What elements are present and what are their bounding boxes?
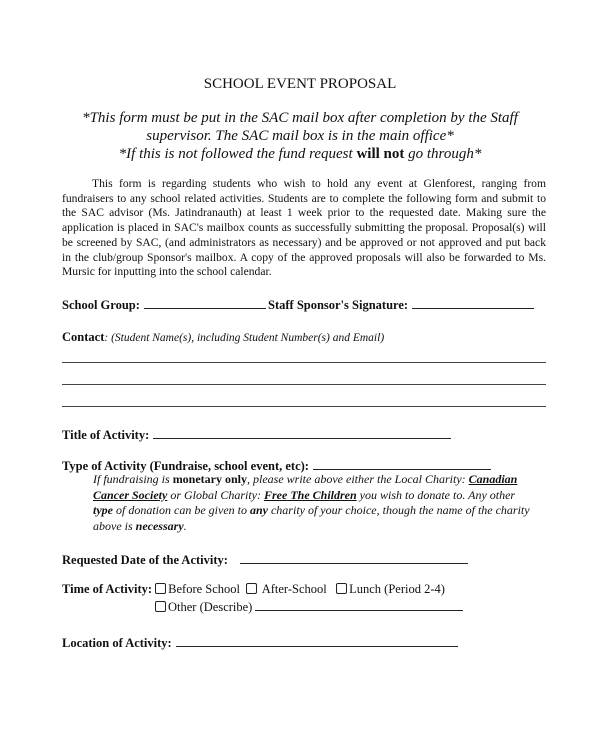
- other-line[interactable]: [255, 600, 463, 611]
- instruction-line-3: [0, 146, 600, 163]
- t: any: [249, 503, 268, 517]
- label: Location of Activity:: [62, 636, 172, 650]
- local-charity: Canadian Cancer Society: [93, 472, 518, 502]
- fundraising-note: [93, 472, 533, 534]
- emphasis: will not: [356, 146, 405, 162]
- t: monetary only: [172, 472, 248, 486]
- t: charity of your choice, though the name of the charity above is: [93, 503, 530, 533]
- t: necessary: [135, 518, 184, 533]
- checkbox[interactable]: [336, 583, 347, 594]
- label: Type of Activity (Fundraise, school event, etc):: [62, 459, 309, 473]
- t: , please write above either the Local Charity:: [247, 472, 469, 486]
- location-line[interactable]: [176, 636, 458, 647]
- label: Title of Activity:: [62, 428, 150, 442]
- label: Staff Sponsor's Signature:: [268, 298, 409, 312]
- label: School Group:: [62, 298, 140, 312]
- date-line[interactable]: [240, 553, 468, 564]
- text: go through*: [404, 146, 482, 162]
- option-before-school[interactable]: [155, 582, 240, 596]
- t: type: [93, 503, 113, 517]
- t: .: [183, 518, 187, 533]
- option-lunch[interactable]: [336, 582, 445, 596]
- contact-field: [62, 328, 384, 346]
- hint: : (Student Name(s), including Student Number(s) and Email): [104, 332, 385, 344]
- time-of-activity-field: [62, 582, 445, 597]
- intro-text: This form is regarding students who wish to hold any event at Glenforest, ranging from fundraisers to any school related activities. Students are to complete the following form and submit to the SAC advisor (Ms. Jatindranauth) at least 1 week prior to the requested date. Making sure the application is placed in SAC's mailbox counts as successfully submitting the proposal. Proposal(s) will be screened by SAC, (and administrators as necessary) and be approved or not approved and put back in the club/group Sponsor's mailbox. A copy of the approved proposals will also be forwarded to Ms. Mursic for inputting into the school calendar.: [62, 177, 546, 279]
- contact-line-2[interactable]: [62, 384, 546, 385]
- option-label: Other (Describe): [168, 600, 253, 614]
- instruction-line-2: supervisor. The SAC mail box is in the main office*: [146, 128, 454, 144]
- label: Contact: [62, 330, 105, 344]
- title-line[interactable]: [153, 428, 451, 439]
- label: Requested Date of the Activity:: [62, 553, 228, 567]
- checkbox[interactable]: [155, 601, 166, 612]
- page-title: SCHOOL EVENT PROPOSAL: [203, 76, 397, 92]
- title-of-activity-field[interactable]: [62, 426, 451, 444]
- label: Time of Activity:: [62, 582, 153, 596]
- option-label: Lunch (Period 2-4): [349, 582, 445, 596]
- contact-line-1[interactable]: [62, 362, 546, 363]
- school-group-field[interactable]: [62, 296, 266, 314]
- global-charity: Free The Children: [264, 487, 357, 502]
- signature-line[interactable]: [412, 298, 534, 309]
- instruction-line-1: *This form must be put in the SAC mail box after completion by the Staff: [82, 110, 518, 126]
- checkbox[interactable]: [246, 583, 257, 594]
- type-line[interactable]: [313, 459, 491, 470]
- option-other[interactable]: [155, 600, 463, 615]
- text: *If this is not followed the fund request: [118, 146, 357, 162]
- contact-line-3[interactable]: [62, 406, 546, 407]
- location-field[interactable]: [62, 634, 458, 652]
- intro-paragraph: [62, 177, 546, 280]
- option-label: Before School: [168, 582, 241, 596]
- requested-date-field[interactable]: [62, 551, 468, 569]
- t: If fundraising is: [93, 472, 173, 486]
- school-group-line[interactable]: [144, 298, 266, 309]
- t: or Global Charity:: [167, 487, 264, 502]
- option-label: After-School: [261, 582, 327, 596]
- sponsor-signature-field[interactable]: [268, 296, 534, 314]
- option-after-school[interactable]: [246, 582, 326, 596]
- checkbox[interactable]: [155, 583, 166, 594]
- t: you wish to donate to. Any other: [356, 487, 516, 502]
- t: of donation can be given to: [113, 503, 250, 517]
